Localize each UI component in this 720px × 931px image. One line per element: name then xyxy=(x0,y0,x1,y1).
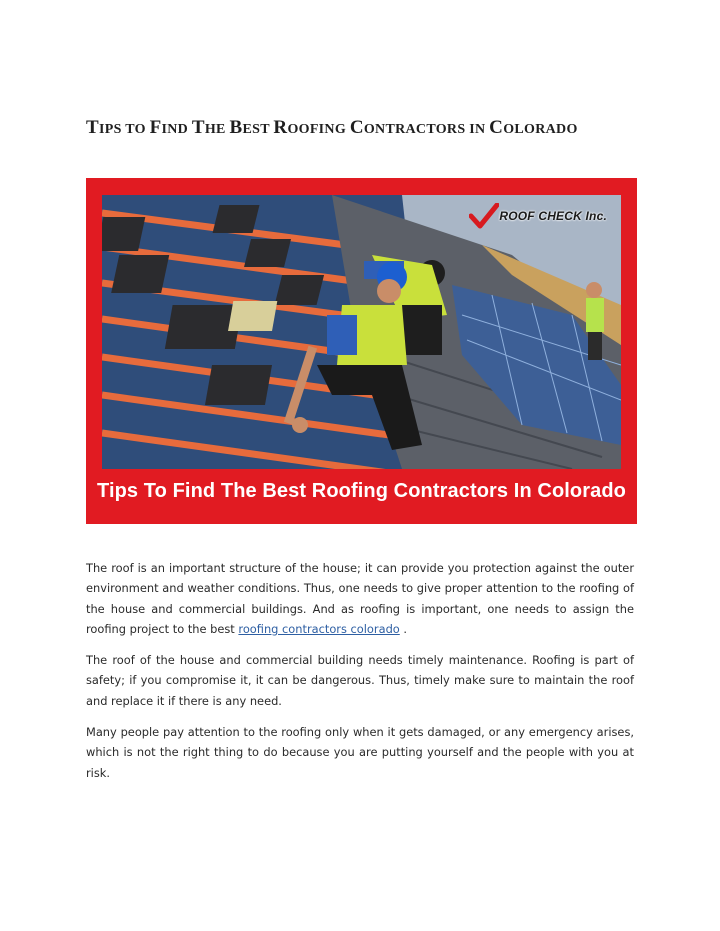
title-cap: C xyxy=(349,117,364,138)
paragraph-1-end: . xyxy=(399,621,408,636)
title-cap: T xyxy=(191,117,205,138)
hero-caption: Tips To Find The Best Roofing Contractors In Colorado xyxy=(97,480,626,502)
title-rest: IND xyxy=(161,122,192,137)
logo-text: ROOF CHECK Inc. xyxy=(499,209,607,223)
title-rest: IPS TO xyxy=(98,122,150,137)
roofers-illustration xyxy=(102,195,621,469)
paragraph-1 xyxy=(86,558,634,639)
title-rest: ONTRACTORS IN xyxy=(363,122,490,137)
title-rest: OOFING xyxy=(287,122,350,137)
title-cap: C xyxy=(489,117,504,138)
paragraph-2: The roof of the house and commercial building needs timely maintenance. Roofing is part of safety; if you compromise it, it can be dangerous. Thus, timely make sure to maintain the roof and replace it if there is any need. xyxy=(86,653,634,708)
paragraph-3: Many people pay attention to the roofing only when it gets damaged, or any emergency arises, which is not the right thing to do because you are putting yourself and the people with you at risk. xyxy=(86,725,634,780)
checkmark-icon xyxy=(469,203,499,229)
page-title xyxy=(86,117,646,139)
title-cap: R xyxy=(273,117,288,138)
hero-banner xyxy=(86,178,637,524)
company-logo xyxy=(469,203,607,229)
title-rest: HE xyxy=(204,122,230,137)
article-body xyxy=(86,558,634,794)
hero-photo xyxy=(102,195,621,469)
title-cap: T xyxy=(86,117,99,138)
paragraph-1-text: The roof is an important structure of the house; it can provide you protection against the outer environment and weather conditions. Thus, one needs to give proper attention to the roofing of the house and commercial buildings. And as roofing is important, one needs to assign the roofing project to the best xyxy=(86,561,634,636)
title-cap: F xyxy=(149,117,162,138)
title-rest: EST xyxy=(242,122,274,137)
title-rest: OLORADO xyxy=(503,122,578,137)
roofing-contractors-link[interactable]: roofing contractors colorado xyxy=(238,621,400,636)
title-cap: B xyxy=(229,117,243,138)
